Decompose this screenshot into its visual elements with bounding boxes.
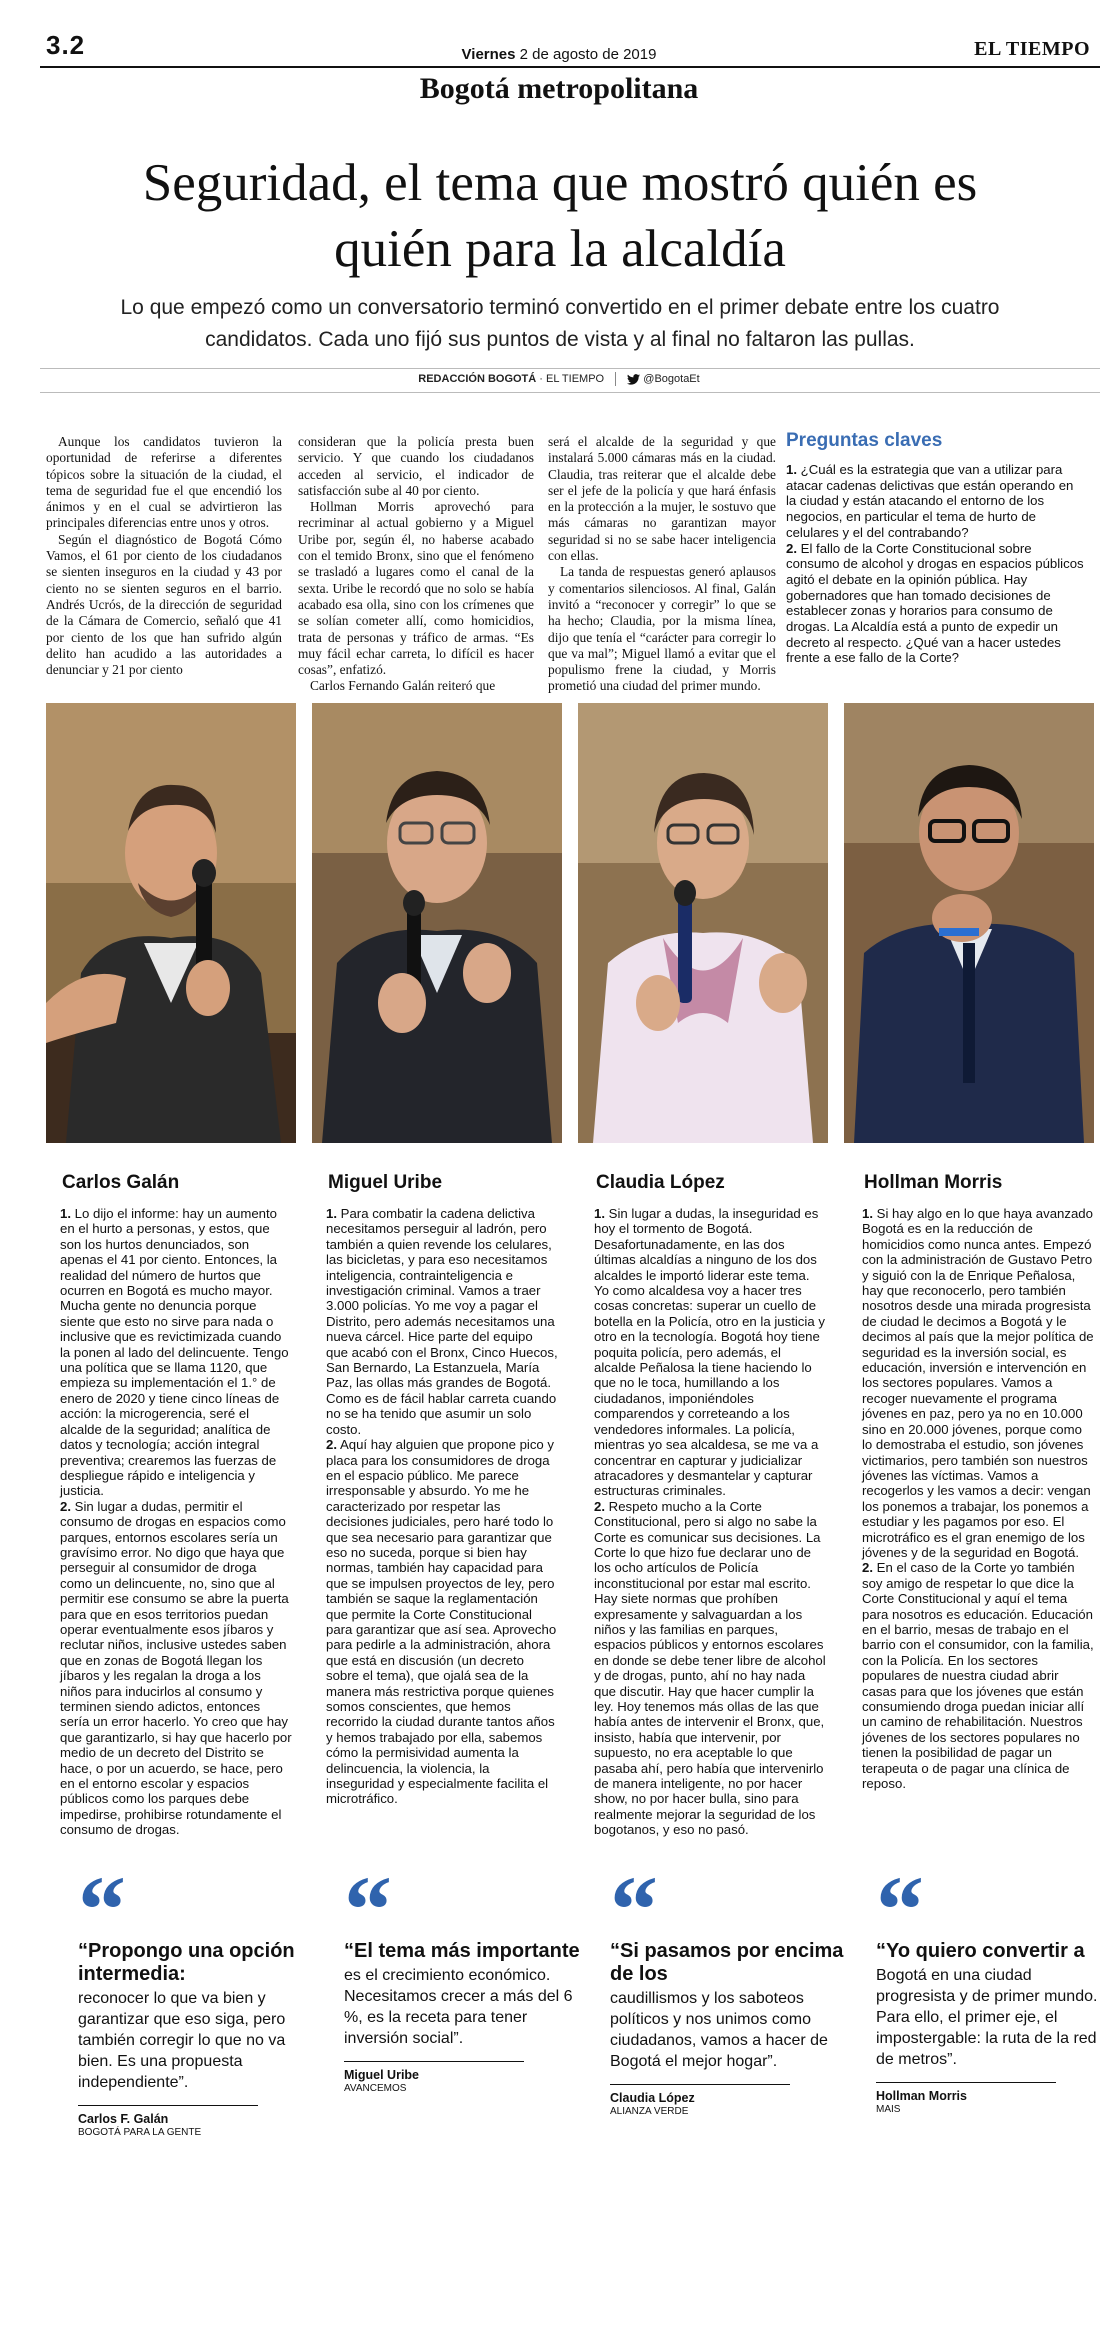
answer-1 [60, 1206, 292, 1499]
answer-2 [326, 1437, 558, 1807]
quote-mark-icon: “ [876, 1856, 918, 1963]
quote-party: ALIANZA VERDE [610, 2106, 689, 2117]
paragraph: Hollman Morris aprovechó para recriminar al actual gobierno y a Miguel Uribe por, según él, no haberse acabado con el temido Bronx, sino que el fenómeno se trasladó a lugares como el canal de la sexta. Uribe le recordó que no solo se había acabado esa olla, sino con los crímenes que se solían cometer allí, como homicidios, trata de personas y tráfico de armas. “Es muy fácil echar carreta, lo difícil es hacer cosas”, enfatizó. [298, 499, 534, 678]
question-number: 2. [786, 540, 797, 556]
answer-number: 2. [862, 1560, 873, 1576]
answer-1 [326, 1206, 558, 1437]
answer-number: 1. [60, 1206, 71, 1221]
answer-text: Si hay algo en lo que haya avanzado Bogotá es en la reducción de homicidios como nunca antes. Empezó con la administración de Gustavo Petro y siguió con la de Enrique Peñalosa, hay que reconocerlo, pero también nosotros desde una mirada progresista de ciudad le decimos a Bogotá y le decimos al país que la mejor política de seguridad es la inversión social, es educación, inversión e intervención en los sectores populares. Vamos a recoger nuevamente el programa jóvenes en paz, pero ya no en 10.000 sino en 20.000 jóvenes, porque como lo demostraba el estudio, son jóvenes victimarios, pero también son nuestros jóvenes las víctimas. Vamos a recogerlos y les vamos a decir: vengan los ponemos a trabajar, los ponemos a estudiar y les pagamos por eso. El microtráfico es el gran enemigo de los jóvenes y de la seguridad en Bogotá. [862, 1206, 1094, 1560]
candidate-answers [862, 1206, 1094, 1791]
pull-quote [610, 1856, 846, 2117]
quote-body: es el crecimiento económico. Necesitamos crecer a más del 6 %, es la receta para tener inversión social”. [344, 1967, 573, 2047]
quote-rule [610, 2084, 790, 2085]
subhead: Lo que empezó como un conversatorio terminó convertido en el primer debate entre los cuatro candidatos. Cada uno fijó sus puntos de vista y al final no faltaron las pullas. [120, 296, 1000, 351]
page-number: 3.2 [46, 30, 86, 60]
answer-text: Respeto mucho a la Corte Constitucional, pero si algo no sabe la Corte es comunicar sus decisiones. La Corte lo que hizo fue declarar uno de los ocho artículos de Policía inconstitucional por estar mal escrito. Hay siete normas que prohíben expresamente y salvaguardan a los niños y las familias en parques, espacios públicos y entornos escolares en donde se debe tener libre de alcohol y de drogas, punto, ahí no hay nada que discutir. Hay que hacer cumplir la ley. Hoy tenemos más ollas de las que había antes de intervenir el Bronx, que, insisto, había que intervenir, por supuesto, no era aceptable lo que pasaba ahí, pero había que intervenirlo de manera inteligente, no por hacer show, no por hacer bulla, sino para realmente mejorar la seguridad de los bogotanos, y eso no pasó. [594, 1498, 826, 1838]
answer-text: Para combatir la cadena delictiva necesitamos perseguir al ladrón, pero también a quien revende los celulares, las bicicletas, y para eso necesitamos inteligencia, contrainteligencia e investigación criminal. Vamos a traer 3.000 policías. Yo me voy a pagar el Distrito, pero además necesitamos una nueva cárcel. Hice parte del equipo que acabó con el Bronx, Cinco Huecos, San Bernardo, La Estanzuela, María Paz, las ollas más grandes de Bogotá. Como es de fácil hablar carreta cuando no se ha tenido que asumir un solo costo. [326, 1206, 558, 1437]
quote-author: Miguel Uribe [344, 2068, 420, 2082]
question-text: ¿Cuál es la estrategia que van a utilizar para atacar cadenas delictivas que están operando en la ciudad y están atacando el entorno de los negocios, en particular el tema de hurto de celulares y el del contrabando? [786, 462, 1074, 540]
pull-quote [876, 1856, 1112, 2115]
candidate-name: Claudia López [596, 1172, 725, 1193]
candidate-name: Hollman Morris [864, 1172, 1003, 1193]
pull-quote [344, 1856, 580, 2094]
paragraph: consideran que la policía presta buen servicio. Y que cuando los ciudadanos acceden al servicio, el indicador de satisfacción sube al 40 por ciento. [298, 434, 534, 498]
paragraph: La tanda de respuestas generó aplausos y comentarios silenciosos. Al final, Galán invitó a “reconocer y corregir” lo que se ha hecho; Claudia, por la misma línea, dijo que tenía el “carácter para corregir lo que va mal”; Miguel llamó a evitar que el populismo frene la ciudad, y Morris prometió una ciudad del primer mundo. [548, 564, 776, 694]
quote-lead: “Si pasamos por encima de los [610, 1940, 844, 1985]
answer-text: Sin lugar a dudas, permitir el consumo de drogas en espacios como parques, entornos escolares sería un gravísimo error. No digo que haya que perseguir al consumidor de droga como un delincuente, no, sino que al permitir ese consumo se abre la puerta para que en esos territorios puedan operar eventualmente esos jíbaros y reclutar niños, inclusive ustedes saben que en zonas de Bogotá llegan los jíbaros y les regalan la droga a los niños para inducirlos al consumo y terminen siendo adictos, entonces sería un error hacerlo. Yo creo que hay que garantizarlo, si hay que hacerlo por medio de un decreto del Distrito se hace, o por un acuerdo, se hace, pero en el entorno escolar y espacios públicos como los parques debe impedirse, prohibirse rotundamente el consumo de drogas. [60, 1498, 292, 1838]
quote-mark-icon: “ [344, 1856, 386, 1963]
answer-number: 2. [60, 1498, 71, 1514]
answer-number: 2. [594, 1498, 605, 1514]
question-2 [786, 541, 1086, 667]
answer-number: 1. [326, 1206, 337, 1221]
quote-body: Bogotá en una ciudad progresista y de primer mundo. Para ello, el primer eje, el impostergable: la ruta de la red de metros”. [876, 1967, 1098, 2068]
quote-rule [876, 2082, 1056, 2083]
question-number: 1. [786, 462, 797, 477]
quote-party: AVANCEMOS [344, 2083, 407, 2094]
quote-author: Hollman Morris [876, 2089, 967, 2103]
photo-claudia-lopez [578, 703, 828, 1143]
answer-text: En el caso de la Corte yo también soy amigo de respetar lo que dice la Corte Constitucional y aquí el tema para nosotros es educación. Educación en el barrio, mesas de trabajo en el barrio con el consumidor, con la familia, con la Policía. En los sectores populares de nuestra ciudad abrir casas para que los jóvenes que están consumiendo droga puedan iniciar allí un camino de rehabilitación. Nuestros jóvenes de los sectores populares no tienen la posibilidad de pagar un terapeuta o de pagar una clínica de reposo. [862, 1560, 1094, 1792]
dateline [0, 46, 1118, 63]
paragraph: Carlos Fernando Galán reiteró que [310, 678, 496, 694]
article-column-1 [46, 434, 282, 678]
article-column-3 [548, 434, 776, 695]
quote-rule [344, 2061, 524, 2062]
byline-paper: · EL TIEMPO [539, 372, 605, 385]
questions-box [786, 462, 1086, 666]
quote-author: Claudia López [610, 2091, 695, 2105]
quote-party: BOGOTÁ PARA LA GENTE [78, 2127, 202, 2138]
quote-body: caudillismos y los saboteos políticos y nos unimos como ciudadanos, vamos a hacer de Bogotá el mejor hogar”. [610, 1990, 828, 2070]
answer-2 [60, 1499, 292, 1838]
question-1 [786, 462, 1086, 541]
question-text: El fallo de la Corte Constitucional sobre consumo de alcohol y drogas en espacios públicos agitó el debate en la opinión pública. Hay gobernadores que han tomado decisiones de establecer zonas y horarios para consumo de drogas. La Alcaldía está a punto de expedir un decreto al respecto. ¿Qué van a hacer ustedes frente a ese fallo de la Corte? [786, 540, 1084, 666]
quote-party: MAIS [876, 2104, 901, 2115]
quote-body: reconocer lo que va bien y garantizar que eso siga, pero también corregir lo que no va bien. Es una propuesta independiente”. [78, 1990, 286, 2091]
candidate-name: Carlos Galán [62, 1172, 180, 1193]
newspaper-brand: EL TIEMPO [974, 38, 1090, 60]
answer-text: Lo dijo el informe: hay un aumento en el hurto a personas, y estos, que son los hurtos denunciados, son apenas el 41 por ciento. Entonces, la realidad del número de hurtos que ocurren en Bogotá es mucho mayor. Mucha gente no denuncia porque siente que esto no sirve para nada o inclusive que es revictimizada cuando la ponen al lado del delincuente. Tengo una política que se llama 1120, que empieza su implementación el 1.° de enero de 2020 y tiene cinco líneas de acción: la microgerencia, seré el alcalde de la seguridad; analítica de datos y tecnología; acción integral preventiva; crearemos las fuerzas de despliegue rápido e inteligencia y justicia. [60, 1206, 289, 1499]
photo-hollman-morris [844, 703, 1094, 1143]
byline-rule-top [40, 368, 1100, 369]
answer-number: 1. [862, 1206, 873, 1221]
candidate-answers [326, 1206, 558, 1807]
date-weekday: Viernes [461, 46, 516, 63]
answer-number: 1. [594, 1206, 605, 1221]
byline [0, 372, 1118, 386]
paragraph: será el alcalde de la seguridad y que instalará 5.000 cámaras más en la ciudad. Claudia, tras reiterar que el alcalde debe ser el jefe de la policía y que hará énfasis en la protección a la mujer, le sostuvo que más cámaras no garantizan mayor seguridad si no se sabe hacer inteligencia con ellas. [548, 434, 776, 564]
paragraph: Según el diagnóstico de Bogotá Cómo Vamos, el 61 por ciento de los ciudadanos se sienten inseguros en la ciudad y 43 por ciento no se sienten seguros en el barrio. Andrés Ucrós, de la dirección de seguridad de la Cámara de Comercio, señaló que 41 por ciento de los que han sufrido algún delito han acudido a las autoridades a denunciar y 21 por ciento [46, 531, 282, 678]
photo-miguel-uribe [312, 703, 562, 1143]
quote-author: Carlos F. Galán [78, 2112, 169, 2126]
answer-text: Aquí hay alguien que propone pico y placa para los consumidores de droga en el espacio público. Me parece irresponsable y absurdo. Yo me he caracterizado por respetar las decisiones judiciales, pero haré todo lo que sea necesario para garantizar que eso no suceda, porque si bien hay normas, también hay capacidad para que se impulsen proyectos de ley, pero también se saque la reglamentación que permite la Corte Constitucional para garantizar que así sea. Aprovecho para pedirle a la administración, ahora que está en discusión (un decreto sobre el tema), que ojalá sea de la manera más restrictiva porque quienes somos conscientes, que hemos recorrido la ciudad durante tantos años y hemos trabajado por ella, sabemos cómo la permisividad aumenta la delincuencia, la violencia, la inseguridad y especialmente facilita el microtráfico. [326, 1437, 557, 1807]
byline-author: REDACCIÓN BOGOTÁ [418, 372, 537, 385]
header-rule [40, 66, 1100, 68]
answer-1 [594, 1206, 826, 1499]
quote-mark-icon: “ [78, 1856, 120, 1963]
byline-rule-bottom [40, 392, 1100, 393]
answer-text: Sin lugar a dudas, la inseguridad es hoy el tormento de Bogotá. Desafortunadamente, en las dos últimas alcaldías a ninguno de los dos alcaldes le importó liderar este tema. Yo como alcaldesa voy a hacer tres cosas concretas: superar un cuello de botella en la Policía, otro en la justicia y otro en la tecnología. Bogotá hoy tiene poquita policía, pero además, el alcalde Peñalosa la tiene haciendo lo que no le toca, humillando a los ciudadanos, imponiéndoles comparendos y correteando a los vendedores informales. La policía, mientras yo sea alcaldesa, se me va a concentrar en capturar y judicializar atracadores y desmantelar y capturar estructuras criminales. [594, 1206, 825, 1499]
headline: Seguridad, el tema que mostró quién es quién para la alcaldía [142, 154, 978, 278]
quote-rule [78, 2105, 258, 2106]
answer-1 [862, 1206, 1094, 1560]
pull-quote [78, 1856, 314, 2138]
answer-2 [594, 1499, 826, 1838]
article-column-2 [298, 434, 534, 695]
answer-2 [862, 1560, 1094, 1791]
byline-separator [615, 372, 616, 386]
quote-lead: “Yo quiero convertir a [876, 1940, 1085, 1962]
questions-title: Preguntas claves [786, 430, 943, 451]
candidate-name: Miguel Uribe [328, 1172, 443, 1193]
candidate-answers [594, 1206, 826, 1838]
twitter-bird-icon [627, 374, 640, 385]
quote-lead: “El tema más importante [344, 1940, 580, 1962]
answer-number: 2. [326, 1437, 337, 1453]
quote-mark-icon: “ [610, 1856, 652, 1963]
byline-handle: @BogotaEt [643, 372, 700, 385]
candidate-answers [60, 1206, 292, 1838]
date-rest: 2 de agosto de 2019 [519, 46, 657, 63]
quote-lead: “Propongo una opción intermedia: [78, 1940, 295, 1985]
section-title: Bogotá metropolitana [419, 72, 699, 105]
photo-carlos-galan [46, 703, 296, 1143]
paragraph: Aunque los candidatos tuvieron la oportunidad de referirse a diferentes tópicos sobre la situación de la ciudad, el tema de seguridad fue el que encendió los ánimos y en el cual se advirtieron las principales diferencias entre unos y otros. [46, 434, 282, 531]
